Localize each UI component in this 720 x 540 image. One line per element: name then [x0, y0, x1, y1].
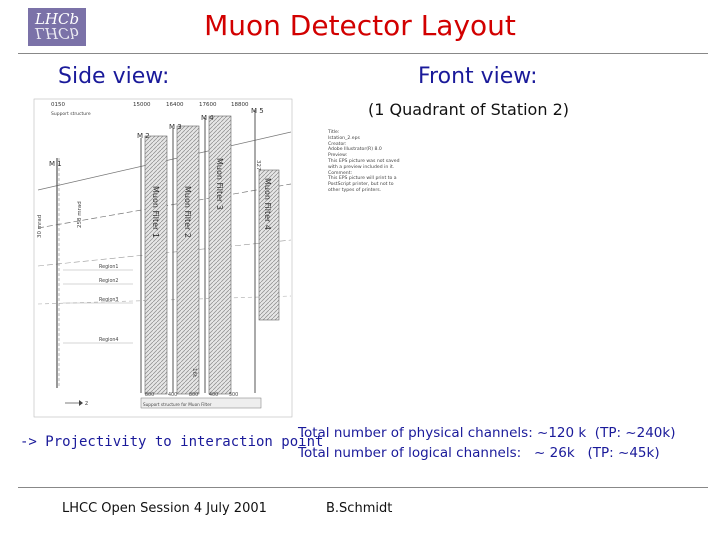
filter-label-1: Muon Filter 1: [151, 186, 160, 238]
station-label-m5: M 5: [251, 107, 264, 115]
eps-note-line: other types of printers.: [328, 187, 382, 193]
logo-mirrored-text: LHCb: [34, 24, 80, 42]
dim-label-5: 500: [229, 393, 239, 398]
region-label-1: Region1: [99, 265, 119, 270]
filter-label-3: Muon Filter 3: [215, 158, 224, 210]
logo-text: LHCb: [34, 10, 80, 28]
region-label-2: Region2: [99, 279, 119, 284]
station-label-m1: M 1: [49, 160, 62, 168]
angle-label-1: 30 mrad: [37, 214, 43, 238]
station-label-m2: M 2: [137, 132, 150, 140]
support-top-label: Support structure: [51, 112, 91, 117]
footer-rule: [18, 487, 708, 488]
eps-note-line: lstation_2.eps: [328, 135, 360, 141]
dim-label-4: 400: [209, 393, 219, 398]
eps-note-line: PostScript printer, but not to: [328, 182, 394, 188]
muon-filter-2: [177, 126, 199, 394]
side-view-drawing: [33, 98, 293, 418]
eps-note-line: Adobe Illustrator(R) 8.0: [328, 147, 382, 153]
pos-label-1: 0150: [51, 102, 65, 108]
eps-note-line: with a preview included in it.: [328, 164, 395, 170]
region-label-3: Region3: [99, 298, 119, 303]
eps-note-line: Creator:: [328, 141, 347, 147]
z-axis-label: z: [85, 400, 89, 407]
footer-session: LHCC Open Session 4 July 2001: [62, 501, 267, 516]
pos-label-2: 15000: [133, 102, 151, 108]
station-label-m4: M 4: [201, 114, 214, 122]
projectivity-note: -> Projectivity to interaction point: [20, 434, 324, 450]
support-bottom-label: Support structure for Muon Filter: [143, 402, 212, 407]
filter-label-2: Muon Filter 2: [183, 186, 192, 238]
pos-label-4: 17600: [199, 102, 217, 108]
top-rule: [18, 53, 708, 54]
dim-label-2: 400: [168, 393, 178, 398]
page-title: Muon Detector Layout: [204, 9, 516, 42]
logical-channels-text: Total number of logical channels: ~ 26k (TP: ~45k): [298, 445, 660, 461]
pos-label-5: 18800: [231, 102, 249, 108]
eps-note-line: This EPS picture will print to a: [328, 176, 397, 182]
physical-channels-text: Total number of physical channels: ~120 k (TP: ~240k): [298, 425, 676, 441]
dim-label-1: 800: [145, 393, 155, 398]
eps-note-line: Comment:: [328, 170, 353, 176]
side-view-label: Side view:: [58, 64, 170, 89]
region-label-4: Region4: [99, 338, 119, 343]
filter-label-4: Muon Filter 4: [263, 178, 272, 230]
pos-label-3: 16400: [166, 102, 184, 108]
quadrant-label: (1 Quadrant of Station 2): [368, 100, 569, 119]
channel-counts: [298, 423, 675, 463]
eps-note-line: Preview:: [328, 153, 348, 159]
angle-label-2: 258 mrad: [77, 201, 83, 228]
angle-label-3: 16t: [191, 368, 197, 378]
front-view-label: Front view:: [418, 64, 538, 89]
footer-author: B.Schmidt: [326, 501, 393, 516]
eps-note-line: Title:: [328, 130, 340, 135]
eps-note-line: This EPS picture was not saved: [328, 158, 400, 164]
station-label-m3: M 3: [169, 123, 182, 131]
eps-placeholder-note: [328, 130, 416, 194]
dim-label-3: 800: [189, 393, 199, 398]
muon-filter-1: [145, 136, 167, 394]
angle-label-4: 327: [255, 160, 261, 171]
